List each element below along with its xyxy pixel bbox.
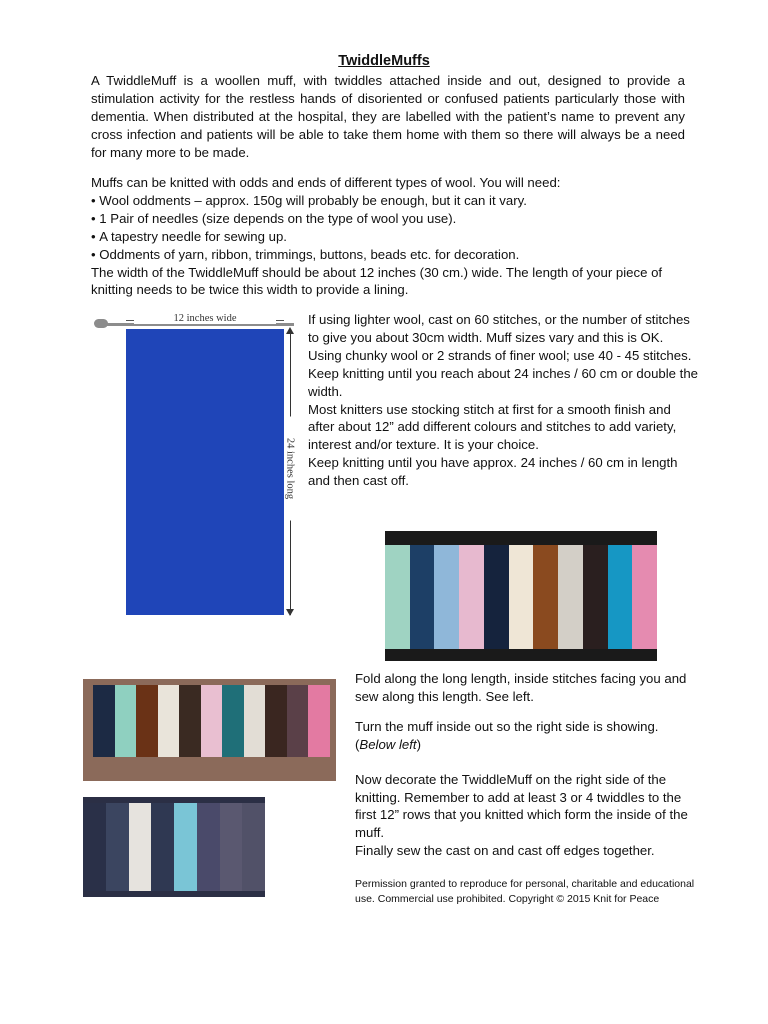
yarn-stripe: [509, 545, 534, 649]
width-note: The width of the TwiddleMuff should be about 12 inches (30 cm.) wide. The length of your piece of knitting needs to be twice this width to provide a lining.: [91, 264, 663, 298]
instruction-line: Keep knitting until you have approx. 24 inches / 60 cm in length and then cast off.: [308, 455, 678, 489]
arrow-down-icon: [286, 609, 294, 616]
length-label: 24 inches long: [285, 417, 296, 521]
list-item: • A tapestry needle for sewing up.: [91, 228, 691, 246]
materials-intro: Muffs can be knitted with odds and ends of different types of wool. You will need:: [91, 175, 561, 190]
yarn-stripe: [459, 545, 484, 649]
yarn-stripe: [558, 545, 583, 649]
yarn-stripe: [632, 545, 657, 649]
instruction-line: If using lighter wool, cast on 60 stitches, or the number of stitches to give you about 30cm width. Muff sizes vary and this is OK.: [308, 312, 690, 345]
yarn-stripe: [265, 685, 287, 757]
yarn-stripe: [201, 685, 223, 757]
yarn-stripe: [287, 685, 309, 757]
list-item: • 1 Pair of needles (size depends on the type of wool you use).: [91, 210, 691, 228]
intro-paragraph: A TwiddleMuff is a woollen muff, with twiddles attached inside and out, designed to provide a stimulation activity for the restless hands of disoriented or confused patients particularly those with dementia. When distributed at the hospital, they are labelled with the patient’s name to prevent any cross infection and patients will be able to take them home with them so there will always be a need for many more to be made.: [91, 73, 685, 160]
knitting-instructions: [308, 311, 700, 490]
below-left-emphasis: Below left: [359, 736, 417, 752]
yarn-stripe: [106, 803, 129, 891]
width-label: 12 inches wide: [134, 313, 276, 324]
knitting-size-diagram: [94, 313, 306, 625]
yarn-stripe: [83, 803, 106, 891]
yarn-stripe: [533, 545, 558, 649]
yarn-stripe: [220, 803, 243, 891]
yarn-stripe: [158, 685, 180, 757]
yarn-stripe: [484, 545, 509, 649]
yarn-stripe: [583, 545, 608, 649]
yarn-stripe: [385, 545, 410, 649]
yarn-stripe: [115, 685, 137, 757]
list-item: • Oddments of yarn, ribbon, trimmings, buttons, beads etc. for decoration.: [91, 246, 691, 264]
materials-list: [91, 192, 691, 264]
page-title: TwiddleMuffs: [338, 53, 430, 69]
knitting-panel: [126, 329, 284, 615]
yarn-stripe: [197, 803, 220, 891]
flat-knitting-photo: [385, 531, 657, 661]
yarn-stripe: [179, 685, 201, 757]
yarn-stripe: [244, 685, 266, 757]
finishing-instructions: [355, 670, 695, 860]
yarn-stripe: [151, 803, 174, 891]
yarn-stripe: [410, 545, 435, 649]
arrow-up-icon: [286, 327, 294, 334]
list-item: • Wool oddments – approx. 150g will probably be enough, but it can it vary.: [91, 192, 691, 210]
instruction-line: Using chunky wool or 2 strands of finer wool; use 40 - 45 stitches.: [308, 347, 692, 363]
permission-note: Permission granted to reproduce for personal, charitable and educational use. Commercial use prohibited. Copyright © 2015 Knit for Peace: [355, 878, 695, 905]
yarn-stripe: [174, 803, 197, 891]
instruction-line: Keep knitting until you reach about 24 inches / 60 cm or double the width.: [308, 365, 699, 399]
yarn-stripe: [93, 685, 115, 757]
yarn-stripe: [308, 685, 330, 757]
yarn-stripe: [608, 545, 633, 649]
decorate-step: Now decorate the TwiddleMuff on the right side of the knitting. Remember to add at least 3 or 4 twiddles to the first 12” rows that you knitted which form the inside of the muff.: [355, 771, 688, 841]
yarn-stripe: [129, 803, 152, 891]
instruction-line: Most knitters use stocking stitch at first for a smooth finish and after about 12” add different colours and stitches to add variety, interest and/or texture. It is your choice.: [308, 401, 677, 453]
turn-step: Turn the muff inside out so the right side is showing. (Below left): [355, 718, 659, 752]
fold-step: Fold along the long length, inside stitches facing you and sew along this length. See left.: [355, 671, 687, 704]
inside-out-muff-photo: [83, 797, 265, 897]
materials-section: [91, 174, 691, 299]
yarn-stripe: [242, 803, 265, 891]
finish-step: Finally sew the cast on and cast off edges together.: [355, 843, 655, 859]
yarn-stripe: [136, 685, 158, 757]
folded-muff-photo: [83, 679, 336, 781]
yarn-stripe: [222, 685, 244, 757]
yarn-stripe: [434, 545, 459, 649]
